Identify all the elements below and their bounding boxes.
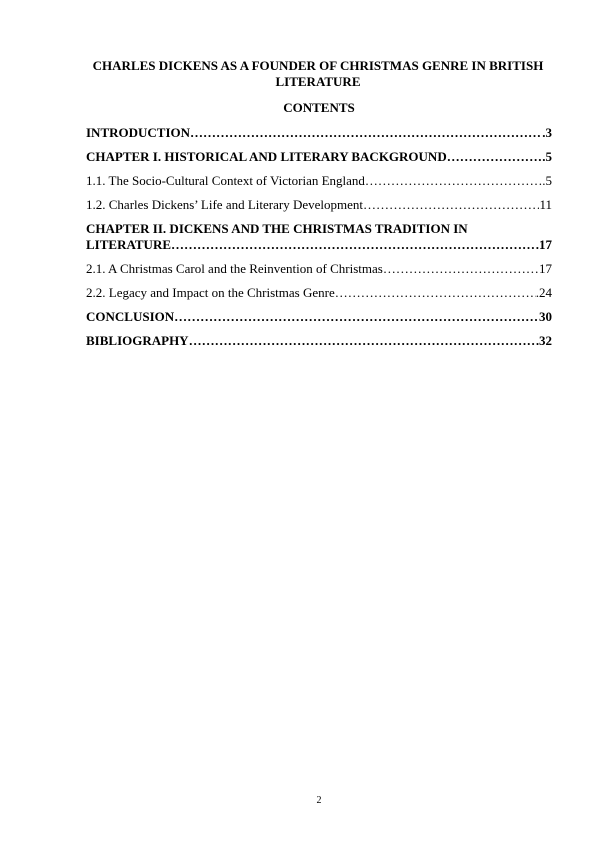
toc-entry-page: .17 <box>535 237 552 252</box>
toc-entry-page: 32 <box>539 333 552 348</box>
toc-entry-conclusion[interactable] <box>86 309 552 325</box>
toc-entry-chapter-1[interactable] <box>86 149 552 165</box>
toc-leader-dots <box>447 149 543 165</box>
toc-entry-chapter-2[interactable] <box>86 221 552 253</box>
toc-entry-label: CHAPTER I. HISTORICAL AND LITERARY BACKGROUND <box>86 149 447 164</box>
document-title: CHARLES DICKENS AS A FOUNDER OF CHRISTMAS GENRE IN BRITISH LITERATURE <box>92 58 544 89</box>
contents-heading: CONTENTS <box>283 100 355 115</box>
table-of-contents <box>86 125 552 357</box>
toc-leader-dots <box>189 333 539 349</box>
toc-entry-bibliography[interactable] <box>86 333 552 349</box>
toc-entry-page: .3 <box>542 125 552 140</box>
toc-entry-line2 <box>86 237 552 253</box>
toc-leader-dots <box>335 285 536 301</box>
toc-leader-dots <box>363 197 539 213</box>
toc-leader-dots <box>171 237 536 253</box>
toc-entry-label: 1.2. Charles Dickens’ Life and Literary Development <box>86 197 363 212</box>
toc-entry-label-line1: CHAPTER II. DICKENS AND THE CHRISTMAS TRADITION IN <box>86 221 468 236</box>
toc-entry-page: .5 <box>542 149 552 164</box>
toc-entry-label: 2.1. A Christmas Carol and the Reinvention of Christmas <box>86 261 383 276</box>
toc-entry-label: 1.1. The Socio-Cultural Context of Victorian England <box>86 173 365 188</box>
toc-leader-dots <box>174 309 539 325</box>
toc-entry-section-2-2[interactable] <box>86 285 552 301</box>
toc-entry-label: LITERATURE <box>86 237 172 252</box>
toc-entry-label: 2.2. Legacy and Impact on the Christmas Genre <box>86 285 335 300</box>
toc-entry-section-1-2[interactable] <box>86 197 552 213</box>
toc-leader-dots <box>383 261 539 277</box>
toc-entry-label: CONCLUSION <box>86 309 175 324</box>
toc-leader-dots <box>365 173 542 189</box>
toc-entry-page: .24 <box>535 285 552 300</box>
toc-entry-page: 17 <box>539 261 552 276</box>
toc-entry-introduction[interactable] <box>86 125 552 141</box>
page-number: 2 <box>316 795 322 806</box>
toc-entry-page: .5 <box>542 173 552 188</box>
toc-leader-dots <box>190 125 542 141</box>
toc-entry-page: 30 <box>539 309 552 324</box>
toc-entry-section-1-1[interactable] <box>86 173 552 189</box>
toc-entry-label: BIBLIOGRAPHY <box>86 333 189 348</box>
toc-entry-label: INTRODUCTION <box>86 125 191 140</box>
toc-entry-page: 11 <box>539 197 552 212</box>
toc-entry-section-2-1[interactable] <box>86 261 552 277</box>
